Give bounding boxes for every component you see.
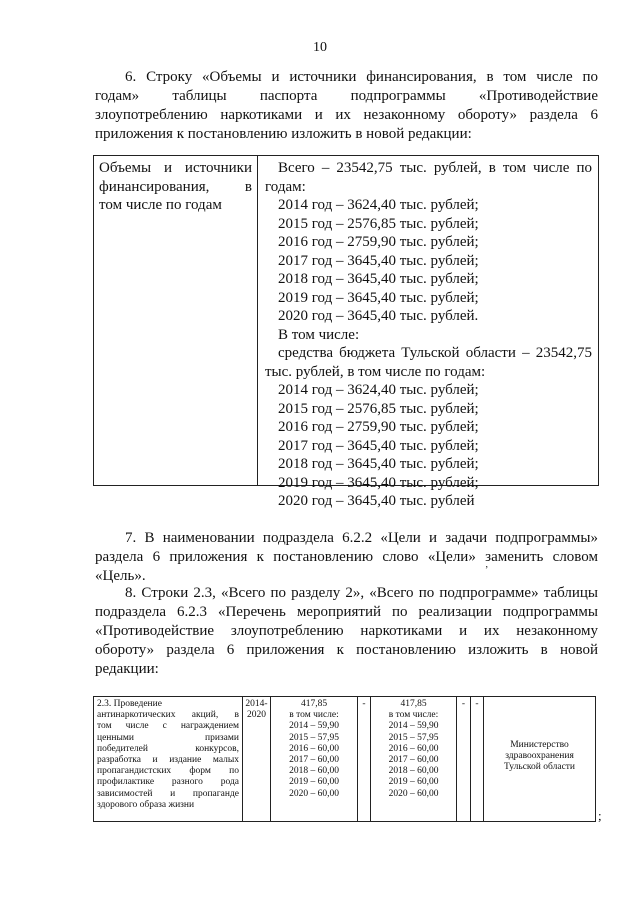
text-line: приложения к постановлению изложить в новой редакции: — [95, 126, 472, 142]
text-line: «Цель». — [95, 568, 146, 584]
executor-cell — [484, 697, 595, 821]
name-line: профилактике разного рода — [97, 777, 239, 788]
stray-mark: ʼ — [485, 565, 489, 576]
financing-label-cell — [94, 156, 258, 485]
year-line: 2018 год – 3645,40 тыс. рублей; — [278, 271, 479, 287]
period-line: 2014- — [245, 699, 268, 709]
total-line: 2019 – 60,00 — [289, 777, 339, 788]
total-line: годам: — [265, 178, 306, 195]
total-line: 2015 – 57,95 — [289, 732, 339, 743]
total-funding-cell — [271, 697, 358, 821]
regional-year-line: 2019 год – 3645,40 тыс. рублей; — [278, 474, 479, 491]
name-line: разработка и издание малых — [97, 755, 239, 766]
text-line: 6. Строку «Объемы и источники финансирования, в том числе по — [125, 69, 598, 85]
financing-values-cell — [258, 156, 598, 509]
municipal-funding-cell — [457, 697, 471, 821]
label-line: том числе по годам — [99, 197, 222, 213]
name-line: пропагандистских форм по — [97, 766, 239, 777]
regional-line: в том числе: — [388, 710, 439, 721]
dash-value: - — [461, 699, 466, 709]
regional-line: средства бюджета Тульской области – 23542,75 — [278, 345, 592, 361]
regional-line: 2020 – 60,00 — [388, 788, 439, 799]
year-line: 2015 год – 2576,85 тыс. рублей; — [278, 215, 479, 232]
financing-table — [93, 155, 599, 509]
federal-funding-cell — [358, 697, 371, 821]
text-line: злоупотреблению наркотиками и их незаконному обороту» раздела 6 — [95, 107, 598, 123]
total-line: 417,85 — [300, 699, 328, 709]
dash-value: - — [362, 699, 366, 709]
including-line: В том числе: — [278, 326, 360, 343]
regional-year-line: 2018 год – 3645,40 тыс. рублей; — [278, 456, 479, 472]
text-line: 8. Строки 2.3, «Всего по разделу 2», «Всего по подпрограмме» таблицы — [125, 585, 598, 601]
trailing-semicolon: ; — [598, 808, 602, 823]
dash-value: - — [475, 699, 479, 709]
name-line: ценными призами — [97, 732, 239, 743]
year-line: 2019 год – 3645,40 тыс. рублей; — [278, 289, 479, 306]
period-line: 2020 — [247, 710, 266, 721]
regional-year-line: 2020 год – 3645,40 тыс. рублей — [278, 493, 475, 509]
year-line: 2020 год – 3645,40 тыс. рублей. — [278, 308, 479, 324]
name-line: антинаркотических акций, в — [97, 710, 239, 721]
executor-line: Тульской области — [503, 762, 576, 773]
extrabudgetary-funding-cell — [471, 697, 484, 821]
page-number: 10 — [313, 40, 327, 55]
regional-year-line: 2014 год – 3624,40 тыс. рублей; — [278, 382, 479, 398]
text-line: обороту» раздела 6 приложения к постановлению изложить в новой — [95, 642, 598, 658]
total-line: 2014 – 59,90 — [289, 721, 339, 732]
item-8-paragraph — [95, 584, 598, 679]
regional-year-line: 2015 год – 2576,85 тыс. рублей; — [278, 400, 479, 417]
regional-line: 2014 – 59,90 — [388, 721, 439, 732]
name-line: 2.3. Проведение — [97, 699, 162, 709]
total-line: 2016 – 60,00 — [289, 743, 339, 754]
text-line: редакции: — [95, 661, 159, 677]
text-line: раздела 6 приложения к постановлению слово «Цели» заменить словом — [95, 549, 598, 565]
year-line: 2017 год – 3645,40 тыс. рублей; — [278, 252, 479, 269]
name-line: зависимостей и пропаганде — [97, 788, 239, 799]
text-line: годам» таблицы паспорта подпрограммы «Противодействие — [95, 88, 598, 104]
text-line: «Противодействие злоупотреблению наркотиками и их незаконному — [95, 623, 598, 639]
name-line: том числе с награждением — [97, 721, 239, 732]
total-line: Всего – 23542,75 тыс. рублей, в том числе по — [278, 160, 592, 176]
regional-line: 2019 – 60,00 — [388, 777, 439, 788]
regional-line: тыс. рублей, в том числе по годам: — [265, 363, 486, 380]
item-6-paragraph — [95, 68, 598, 144]
regional-line: 2017 – 60,00 — [388, 755, 439, 766]
total-line: 2018 – 60,00 — [289, 766, 339, 777]
total-line: 2020 – 60,00 — [289, 788, 339, 799]
text-line: подраздела 6.2.3 «Перечень мероприятий по реализации подпрограммы — [95, 604, 598, 620]
total-line: в том числе: — [289, 710, 339, 721]
item-7-paragraph — [95, 529, 598, 586]
executor-line: Министерство — [510, 740, 569, 750]
label-line: Объемы и источники — [99, 160, 252, 176]
year-line: 2014 год – 3624,40 тыс. рублей; — [278, 197, 479, 213]
regional-line: 417,85 — [400, 699, 427, 709]
measure-name-cell — [94, 697, 243, 821]
regional-line: 2015 – 57,95 — [388, 732, 439, 743]
regional-year-line: 2017 год – 3645,40 тыс. рублей; — [278, 437, 479, 454]
regional-funding-cell — [371, 697, 457, 821]
year-line: 2016 год – 2759,90 тыс. рублей; — [278, 234, 479, 250]
name-line: победителей конкурсов, — [97, 743, 239, 754]
label-line: финансирования, в — [99, 178, 252, 195]
measures-table — [93, 696, 596, 822]
name-line: здорового образа жизни — [97, 799, 195, 810]
regional-line: 2018 – 60,00 — [388, 766, 439, 777]
period-cell — [243, 697, 271, 821]
executor-line: здравоохранения — [505, 751, 574, 762]
total-line: 2017 – 60,00 — [289, 755, 339, 766]
text-line: 7. В наименовании подраздела 6.2.2 «Цели и задачи подпрограммы» — [125, 530, 598, 546]
regional-line: 2016 – 60,00 — [388, 743, 439, 754]
regional-year-line: 2016 год – 2759,90 тыс. рублей; — [278, 419, 479, 435]
